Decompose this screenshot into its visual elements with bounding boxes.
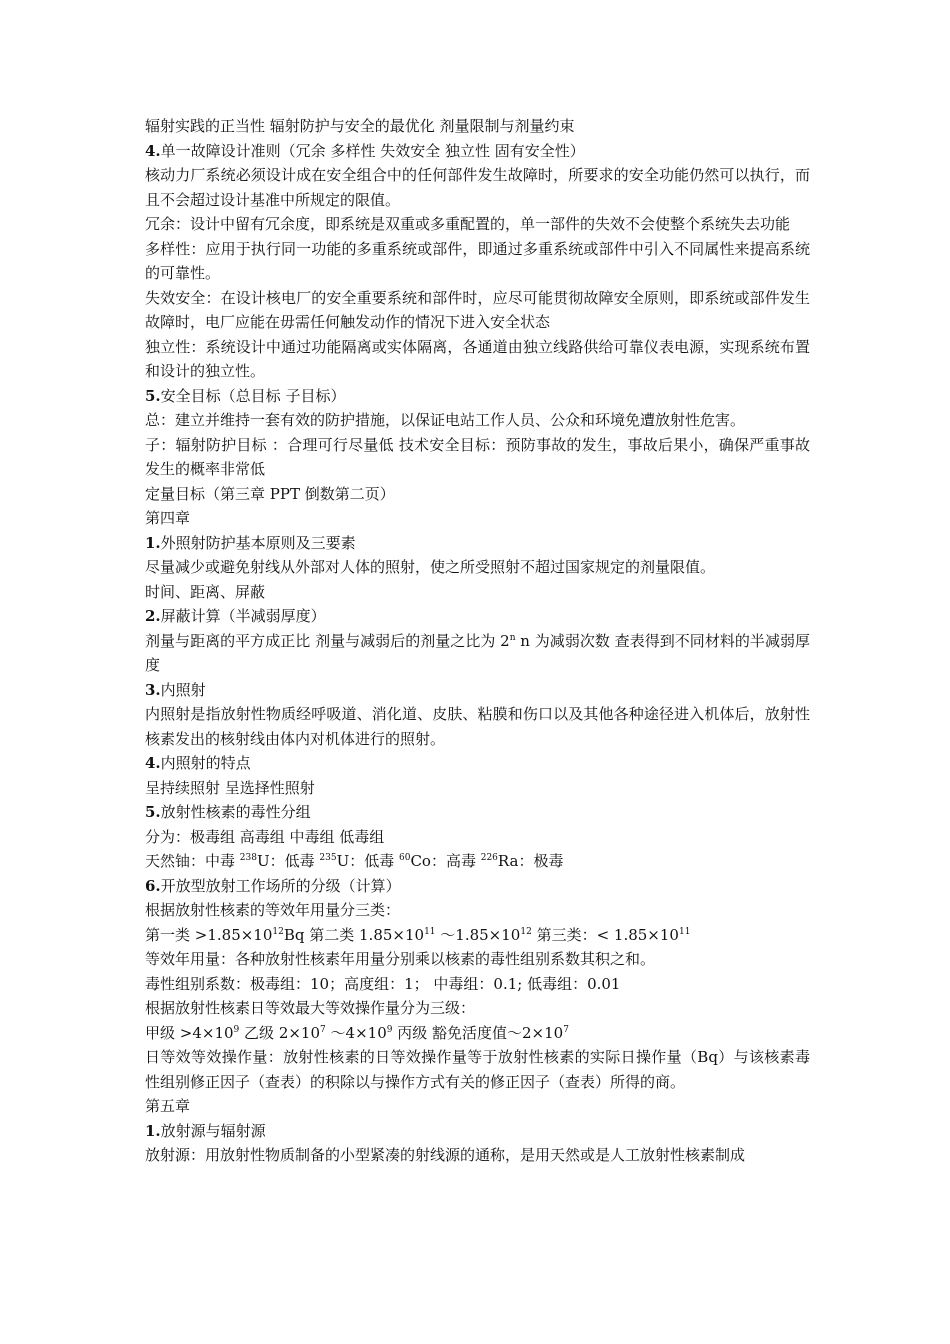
- heading-radioactive-sources: [145, 1119, 810, 1144]
- equivalent-annual-usage: 等效年用量：各种放射性核素年用量分别乘以核素的毒性组别系数其积之和。: [145, 950, 656, 968]
- document-body: [145, 114, 810, 1168]
- u235-text: U：低毒: [336, 852, 399, 870]
- heading-text: 放射源与辐射源: [160, 1121, 266, 1140]
- chapter-4-title: 第四章: [145, 509, 191, 527]
- paragraph-daily-operation: 日等效等效操作量：放射性核素的日等效操作量等于放射性核素的实际日操作量（Bq）与该核素毒性组别修正因子（查表）的积除以与操作方式有关的修正因子（查表）所得的商。: [145, 1048, 810, 1091]
- heading-external-exposure: [145, 531, 810, 556]
- shielding-exponent: n: [509, 632, 516, 643]
- heading-number: 3.: [145, 680, 161, 699]
- paragraph-redundancy: 冗余：设计中留有冗余度，即系统是双重或多重配置的，单一部件的失效不会使整个系统失去功能: [145, 215, 791, 233]
- grade-b-exponent-high: 9: [386, 1024, 393, 1035]
- class-3-text: 第三类：< 1.85×10: [531, 925, 679, 944]
- shielding-text-b: n 为减弱次数 查表得到不同材料的半减弱厚度: [145, 631, 810, 674]
- ra226-mass-number: 226: [480, 853, 498, 863]
- grade-a-text: 甲级 >4×10: [145, 1023, 234, 1042]
- heading-text: 内照射的特点: [160, 754, 251, 772]
- heading-text: 放射性核素的毒性分组: [160, 803, 311, 821]
- paragraph-fail-safe: 失效安全：在设计核电厂的安全重要系统和部件时，应尽可能贯彻故障安全原则，即系统或部件发生故障时，电厂应能在毋需任何触发动作的情况下进入安全状态: [145, 288, 810, 331]
- grade-c-exponent: 7: [563, 1024, 569, 1035]
- classification-intro: 根据放射性核素的等效年用量分三类：: [145, 901, 401, 919]
- paragraph-radioactive-source: 放射源：用放射性物质制备的小型紧凑的射线源的通称，是用天然或是人工放射性核素制成: [145, 1146, 746, 1164]
- co60-mass-number: 60: [399, 853, 411, 863]
- heading-text: 开放型放射工作场所的分级（计算）: [160, 876, 401, 895]
- heading-text: 单一故障设计准则（冗余 多样性 失效安全 独立性 固有安全性）: [160, 141, 585, 160]
- heading-text: 安全目标（总目标 子目标）: [160, 386, 346, 405]
- paragraph-sub-goal: 子：辐射防护目标 ：合理可行尽量低 技术安全目标：预防事故的发生，事故后果小，确保严重事故发生的概率非常低: [145, 435, 810, 478]
- grading-levels-line: [145, 1021, 810, 1046]
- heading-number: 4.: [145, 754, 161, 772]
- class-2-exponent-high: 12: [520, 926, 532, 937]
- paragraph-diversity: 多样性：应用于执行同一功能的多重系统或部件，即通过多重系统或部件中引入不同属性来提高系统的可靠性。: [145, 239, 810, 282]
- heading-number: 5.: [145, 803, 161, 821]
- heading-text: 内照射: [160, 680, 206, 699]
- class-1-text: 第一类 >1.85×10: [145, 925, 273, 944]
- toxicity-groups-line: 分为：极毒组 高毒组 中毒组 低毒组: [145, 827, 385, 846]
- classification-classes-line: [145, 923, 810, 948]
- u235-mass-number: 235: [319, 853, 337, 863]
- heading-internal-exposure: [145, 678, 810, 703]
- class-2-text: Bq 第二类 1.85×10: [283, 925, 425, 944]
- grading-intro: 根据放射性核素日等效最大等效操作量分为三级：: [145, 999, 476, 1017]
- toxicity-coefficients: 毒性组别系数：极毒组：10；高度组：1； 中毒组：0.1; 低毒组：0.01: [145, 974, 621, 993]
- shielding-text-a: 剂量与距离的平方成正比 剂量与减弱后的剂量之比为 2: [145, 631, 510, 650]
- chapter-5-title: 第五章: [145, 1097, 191, 1115]
- heading-number: 1.: [145, 1121, 161, 1140]
- heading-number: 6.: [145, 876, 161, 895]
- paragraph-internal-exposure: 内照射是指放射性物质经呼吸道、消化道、皮肤、粘膜和伤口以及其他各种途径进入机体后，放射性核素发出的核射线由体内对机体进行的照射。: [145, 705, 810, 748]
- heading-text: 外照射防护基本原则及三要素: [160, 533, 356, 552]
- grade-b-exponent-low: 7: [320, 1024, 326, 1035]
- co60-text: Co：高毒: [410, 852, 481, 870]
- grade-b-range: ～4×10: [325, 1023, 387, 1042]
- principles-line: 辐射实践的正当性 辐射防护与安全的最优化 剂量限制与剂量约束: [145, 117, 575, 135]
- ra226-text: Ra：极毒: [497, 852, 564, 870]
- heading-shielding-calc: [145, 604, 810, 629]
- heading-number: 5.: [145, 386, 161, 405]
- u238-text: U：低毒: [256, 852, 320, 870]
- paragraph-general-goal: 总：建立并维持一套有效的防护措施，以保证电站工作人员、公众和环境免遭放射性危害。: [145, 411, 746, 429]
- toxicity-examples-line: [145, 849, 810, 874]
- heading-internal-features: [145, 751, 810, 776]
- heading-number: 4.: [145, 141, 161, 160]
- grade-a-exponent: 9: [233, 1024, 240, 1035]
- grade-c-text: 丙级 豁免活度值～2×10: [392, 1023, 564, 1042]
- heading-workplace-classification: [145, 874, 810, 899]
- paragraph-independence: 独立性：系统设计中通过功能隔离或实体隔离，各通道由独立线路供给可靠仪表电源，实现系统布置和设计的独立性。: [145, 337, 810, 380]
- heading-safety-goals: [145, 384, 810, 409]
- u238-mass-number: 238: [239, 853, 257, 863]
- paragraph-core-design: 核动力厂系统必须设计成在安全组合中的任何部件发生故障时，所要求的安全功能仍然可以执行，而且不会超过设计基准中所规定的限值。: [145, 166, 810, 209]
- three-elements-line: 时间、距离、屏蔽: [145, 582, 266, 601]
- toxicity-lead: 天然铀：中毒: [145, 852, 240, 870]
- class-1-exponent: 12: [272, 926, 284, 937]
- grade-b-text: 乙级 2×10: [239, 1023, 321, 1042]
- internal-features-line: 呈持续照射 呈选择性照射: [145, 778, 315, 797]
- paragraph-external-exposure: 尽量减少或避免射线从外部对人体的照射，使之所受照射不超过国家规定的剂量限值。: [145, 558, 716, 576]
- class-2-exponent-low: 11: [424, 926, 436, 937]
- heading-single-failure: [145, 139, 810, 164]
- heading-number: 2.: [145, 607, 161, 625]
- class-2-range: ～1.85×10: [435, 925, 521, 944]
- class-3-exponent: 11: [678, 926, 691, 937]
- quantitative-goal-line: 定量目标（第三章 PPT 倒数第二页）: [145, 484, 395, 503]
- heading-number: 1.: [145, 533, 161, 552]
- paragraph-shielding: [145, 629, 810, 678]
- heading-text: 屏蔽计算（半减弱厚度）: [160, 607, 326, 625]
- heading-toxicity-groups: [145, 800, 810, 825]
